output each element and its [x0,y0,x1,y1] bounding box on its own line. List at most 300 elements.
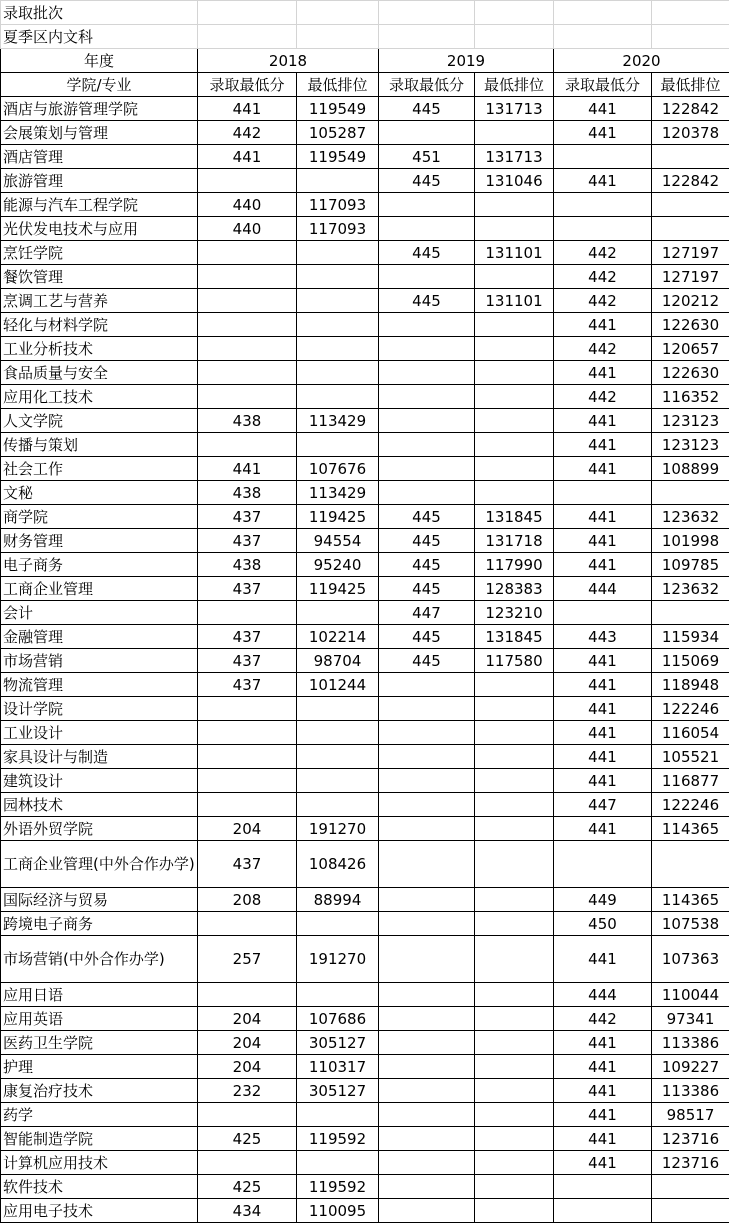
min-score-2018-cell [198,289,297,313]
min-rank-2020-cell [652,481,729,505]
min-rank-2019-cell [475,385,554,409]
min-rank-2020-cell: 109785 [652,553,729,577]
min-rank-2018-cell [297,1151,379,1175]
min-rank-2020-cell: 105521 [652,745,729,769]
min-score-2018-cell [198,601,297,625]
major-name-cell: 会计 [1,601,198,625]
min-score-2020-cell: 450 [554,912,652,936]
major-name-cell: 应用化工技术 [1,385,198,409]
min-score-2019-cell [379,721,475,745]
min-rank-2019-cell: 131718 [475,529,554,553]
major-row [1,888,729,912]
min-rank-2018-cell: 119549 [297,97,379,121]
min-rank-2018-cell [297,385,379,409]
min-rank-2019-cell [475,1127,554,1151]
college-row [1,1031,729,1055]
min-score-2020-cell: 442 [554,385,652,409]
min-score-header-2019: 录取最低分 [379,73,475,97]
min-rank-2018-cell [297,313,379,337]
min-score-2020-cell: 449 [554,888,652,912]
year-label-header: 年度 [1,49,198,73]
min-rank-2018-cell [297,745,379,769]
major-row [1,265,729,289]
min-score-2018-cell: 434 [198,1199,297,1223]
min-score-2019-cell [379,457,475,481]
min-rank-2018-cell: 88994 [297,888,379,912]
min-score-2020-cell: 441 [554,769,652,793]
min-rank-2018-cell [297,983,379,1007]
min-score-2020-cell: 441 [554,1031,652,1055]
min-rank-2019-cell: 131046 [475,169,554,193]
min-score-2020-cell: 441 [554,313,652,337]
major-name-cell: 酒店管理 [1,145,198,169]
min-rank-2018-cell [297,601,379,625]
min-score-2018-cell [198,1103,297,1127]
major-row [1,577,729,601]
min-rank-2019-cell [475,1103,554,1127]
min-score-2019-cell [379,912,475,936]
min-score-2020-cell: 443 [554,625,652,649]
min-rank-2019-cell [475,481,554,505]
min-score-2018-cell: 437 [198,625,297,649]
major-name-cell: 康复治疗技术 [1,1079,198,1103]
major-row [1,337,729,361]
min-rank-2020-cell: 115069 [652,649,729,673]
min-rank-2019-cell [475,793,554,817]
min-score-2018-cell: 438 [198,553,297,577]
min-score-2020-cell [554,841,652,888]
min-score-2020-cell: 442 [554,289,652,313]
min-rank-2019-cell [475,1199,554,1223]
min-score-2020-cell: 441 [554,673,652,697]
min-score-2019-cell [379,217,475,241]
min-score-2018-cell [198,721,297,745]
min-rank-2020-cell [652,145,729,169]
major-name-cell: 跨境电子商务 [1,912,198,936]
major-name-cell: 工商企业管理 [1,577,198,601]
year-2018-header: 2018 [198,49,379,73]
min-score-2019-cell [379,745,475,769]
min-score-2018-cell: 204 [198,1031,297,1055]
college-name-cell: 商学院 [1,505,198,529]
min-rank-2020-cell: 122246 [652,793,729,817]
major-row [1,385,729,409]
min-score-2018-cell: 440 [198,193,297,217]
min-score-2019-cell: 445 [379,505,475,529]
major-row [1,529,729,553]
min-score-2018-cell: 438 [198,481,297,505]
major-name-cell: 护理 [1,1055,198,1079]
min-score-2019-cell [379,361,475,385]
min-rank-2020-cell [652,1175,729,1199]
min-score-2018-cell [198,912,297,936]
min-score-2020-cell: 441 [554,817,652,841]
min-score-2018-cell [198,385,297,409]
min-score-2020-cell: 442 [554,337,652,361]
college-name-cell: 设计学院 [1,697,198,721]
min-rank-2018-cell: 110317 [297,1055,379,1079]
min-rank-2019-cell [475,983,554,1007]
min-rank-2018-cell: 119592 [297,1127,379,1151]
min-score-2018-cell: 437 [198,529,297,553]
major-name-cell: 文秘 [1,481,198,505]
min-score-2018-cell [198,433,297,457]
min-score-2019-cell [379,1007,475,1031]
min-rank-2020-cell [652,193,729,217]
min-rank-2018-cell: 113429 [297,409,379,433]
min-rank-2020-cell: 127197 [652,265,729,289]
min-rank-2019-cell: 117990 [475,553,554,577]
min-rank-2020-cell: 107538 [652,912,729,936]
major-name-cell: 市场营销(中外合作办学) [1,936,198,983]
college-row [1,1127,729,1151]
min-rank-2019-cell [475,193,554,217]
min-score-2020-cell: 441 [554,409,652,433]
min-rank-2018-cell [297,289,379,313]
min-score-2018-cell: 232 [198,1079,297,1103]
min-rank-2020-cell: 127197 [652,241,729,265]
min-score-2020-cell: 441 [554,1151,652,1175]
column-header-row [1,73,729,97]
major-row [1,912,729,936]
min-rank-2019-cell [475,361,554,385]
college-row [1,313,729,337]
major-name-cell: 社会工作 [1,457,198,481]
min-rank-2019-cell [475,673,554,697]
college-name-cell: 烹饪学院 [1,241,198,265]
min-score-2019-cell [379,817,475,841]
min-score-2020-cell [554,217,652,241]
min-rank-2019-cell [475,841,554,888]
major-row [1,745,729,769]
min-score-2018-cell [198,983,297,1007]
min-rank-2018-cell: 108426 [297,841,379,888]
min-rank-2020-cell: 108899 [652,457,729,481]
min-score-2020-cell: 441 [554,169,652,193]
min-rank-2018-cell: 305127 [297,1031,379,1055]
min-rank-2020-cell: 97341 [652,1007,729,1031]
min-rank-2020-cell: 114365 [652,888,729,912]
min-rank-2019-cell [475,1175,554,1199]
min-score-2018-cell [198,361,297,385]
min-score-2020-cell: 441 [554,649,652,673]
min-rank-2018-cell: 94554 [297,529,379,553]
min-score-2020-cell: 441 [554,457,652,481]
min-rank-2019-cell [475,1079,554,1103]
min-score-2020-cell: 442 [554,265,652,289]
min-score-2020-cell: 441 [554,121,652,145]
min-rank-2018-cell [297,169,379,193]
min-score-2018-cell: 257 [198,936,297,983]
min-score-2020-cell: 442 [554,1007,652,1031]
major-row [1,936,729,983]
major-name-cell: 工业设计 [1,721,198,745]
min-rank-2018-cell [297,721,379,745]
min-score-2018-cell [198,313,297,337]
min-rank-2020-cell: 116054 [652,721,729,745]
min-rank-2018-cell [297,1103,379,1127]
min-score-2018-cell [198,241,297,265]
min-score-2019-cell: 445 [379,169,475,193]
min-score-2020-cell: 441 [554,433,652,457]
min-rank-2019-cell: 131845 [475,625,554,649]
min-score-2019-cell [379,1031,475,1055]
major-name-cell: 园林技术 [1,793,198,817]
min-rank-2020-cell: 118948 [652,673,729,697]
min-rank-2019-cell [475,457,554,481]
min-score-2019-cell: 445 [379,97,475,121]
min-rank-2018-cell [297,361,379,385]
college-row [1,697,729,721]
min-score-2019-cell [379,673,475,697]
min-score-2018-cell [198,745,297,769]
major-row [1,457,729,481]
min-score-2020-cell: 441 [554,1103,652,1127]
min-score-2019-cell [379,385,475,409]
min-rank-2020-cell: 120657 [652,337,729,361]
min-score-2019-cell: 447 [379,601,475,625]
min-score-2018-cell [198,265,297,289]
min-rank-2020-cell [652,217,729,241]
min-score-2019-cell [379,769,475,793]
min-rank-2019-cell [475,313,554,337]
min-score-2018-cell: 437 [198,649,297,673]
min-rank-2019-cell [475,936,554,983]
min-rank-2020-cell: 123716 [652,1127,729,1151]
min-rank-2020-cell: 122842 [652,97,729,121]
min-score-2019-cell [379,1199,475,1223]
min-rank-2019-cell [475,1031,554,1055]
major-row [1,121,729,145]
min-score-2019-cell [379,481,475,505]
min-score-2020-cell [554,601,652,625]
min-score-2020-cell: 447 [554,793,652,817]
min-score-2019-cell [379,793,475,817]
major-row [1,841,729,888]
major-row [1,769,729,793]
min-rank-2020-cell: 123123 [652,409,729,433]
min-score-2019-cell [379,265,475,289]
min-score-2019-cell [379,1103,475,1127]
major-name-cell: 计算机应用技术 [1,1151,198,1175]
min-rank-2020-cell: 123716 [652,1151,729,1175]
min-rank-2018-cell [297,769,379,793]
min-rank-2020-cell: 114365 [652,817,729,841]
major-row [1,721,729,745]
college-name-cell: 人文学院 [1,409,198,433]
major-name-cell: 市场营销 [1,649,198,673]
min-score-2020-cell: 441 [554,697,652,721]
min-rank-header-2018: 最低排位 [297,73,379,97]
min-score-2019-cell [379,936,475,983]
min-rank-2020-cell: 115934 [652,625,729,649]
min-rank-2018-cell [297,337,379,361]
min-rank-2020-cell: 101998 [652,529,729,553]
min-rank-header-2019: 最低排位 [475,73,554,97]
min-rank-2019-cell [475,769,554,793]
min-rank-2019-cell [475,433,554,457]
min-rank-2018-cell [297,433,379,457]
major-row [1,649,729,673]
min-score-2020-cell [554,1199,652,1223]
major-name-cell: 软件技术 [1,1175,198,1199]
major-row [1,361,729,385]
min-score-2019-cell [379,337,475,361]
min-score-2019-cell [379,1079,475,1103]
min-score-2018-cell: 425 [198,1175,297,1199]
college-name-cell: 能源与汽车工程学院 [1,193,198,217]
major-row [1,1007,729,1031]
major-name-cell: 旅游管理 [1,169,198,193]
min-rank-2018-cell: 113429 [297,481,379,505]
min-rank-2020-cell: 122842 [652,169,729,193]
min-score-2019-cell [379,888,475,912]
min-rank-2019-cell: 131713 [475,97,554,121]
min-score-2019-cell: 445 [379,553,475,577]
min-rank-2020-cell: 110044 [652,983,729,1007]
min-score-2019-cell [379,409,475,433]
college-row [1,409,729,433]
college-row [1,817,729,841]
college-row [1,505,729,529]
min-rank-2019-cell: 123210 [475,601,554,625]
min-rank-2018-cell [297,265,379,289]
min-score-2018-cell: 437 [198,841,297,888]
major-name-cell: 光伏发电技术与应用 [1,217,198,241]
major-row [1,601,729,625]
min-rank-2020-cell: 123632 [652,505,729,529]
min-rank-2020-cell: 116877 [652,769,729,793]
min-score-2019-cell [379,697,475,721]
min-rank-2018-cell [297,912,379,936]
college-name-cell: 医药卫生学院 [1,1031,198,1055]
major-row [1,1079,729,1103]
min-score-2018-cell: 442 [198,121,297,145]
min-rank-header-2020: 最低排位 [652,73,729,97]
major-row [1,145,729,169]
min-score-2020-cell: 441 [554,1079,652,1103]
min-score-2019-cell [379,121,475,145]
major-row [1,481,729,505]
min-rank-2020-cell: 120378 [652,121,729,145]
min-score-2020-cell [554,193,652,217]
min-score-2020-cell: 444 [554,983,652,1007]
min-rank-2019-cell [475,697,554,721]
min-rank-2019-cell [475,721,554,745]
min-rank-2019-cell [475,888,554,912]
min-score-2019-cell: 445 [379,289,475,313]
min-rank-2020-cell: 107363 [652,936,729,983]
min-rank-2020-cell [652,841,729,888]
major-name-cell: 国际经济与贸易 [1,888,198,912]
min-rank-2019-cell: 131101 [475,289,554,313]
min-rank-2019-cell [475,265,554,289]
min-rank-2018-cell: 119425 [297,505,379,529]
major-name-cell: 烹调工艺与营养 [1,289,198,313]
min-score-2018-cell [198,769,297,793]
min-rank-2018-cell: 305127 [297,1079,379,1103]
major-name-cell: 应用日语 [1,983,198,1007]
major-row [1,553,729,577]
min-rank-2020-cell [652,1199,729,1223]
min-rank-2018-cell: 95240 [297,553,379,577]
min-rank-2020-cell: 113386 [652,1079,729,1103]
min-rank-2020-cell: 123123 [652,433,729,457]
college-row [1,97,729,121]
min-rank-2018-cell: 98704 [297,649,379,673]
major-row [1,793,729,817]
min-rank-2020-cell: 98517 [652,1103,729,1127]
min-score-2020-cell: 441 [554,1055,652,1079]
min-score-2019-cell [379,1175,475,1199]
min-score-2020-cell: 441 [554,97,652,121]
min-rank-2018-cell: 110095 [297,1199,379,1223]
min-score-2019-cell [379,983,475,1007]
title-cell-category: 夏季区内文科 [1,25,198,49]
min-score-2018-cell [198,697,297,721]
min-rank-2018-cell: 117093 [297,193,379,217]
major-row [1,289,729,313]
major-name-cell: 家具设计与制造 [1,745,198,769]
min-score-2018-cell [198,793,297,817]
min-rank-2020-cell: 123632 [652,577,729,601]
min-score-2020-cell [554,481,652,505]
min-score-2019-cell: 451 [379,145,475,169]
min-score-2018-cell: 208 [198,888,297,912]
min-rank-2018-cell: 119425 [297,577,379,601]
min-rank-2018-cell: 105287 [297,121,379,145]
min-score-2020-cell [554,1175,652,1199]
min-rank-2020-cell: 122630 [652,313,729,337]
major-name-cell: 会展策划与管理 [1,121,198,145]
min-rank-2018-cell: 102214 [297,625,379,649]
min-rank-2019-cell [475,1055,554,1079]
min-score-2018-cell: 204 [198,817,297,841]
min-rank-2018-cell [297,697,379,721]
major-name-cell: 餐饮管理 [1,265,198,289]
college-name-cell: 智能制造学院 [1,1127,198,1151]
min-score-2019-cell: 445 [379,625,475,649]
min-rank-2019-cell: 131713 [475,145,554,169]
title-cell-batch: 录取批次 [1,1,198,25]
major-row [1,433,729,457]
major-row [1,983,729,1007]
min-score-2020-cell: 441 [554,505,652,529]
major-row [1,1199,729,1223]
major-row [1,1103,729,1127]
min-score-2019-cell [379,193,475,217]
min-rank-2018-cell: 119592 [297,1175,379,1199]
min-rank-2018-cell [297,793,379,817]
major-name-cell: 工商企业管理(中外合作办学) [1,841,198,888]
min-rank-2019-cell: 131845 [475,505,554,529]
major-name-cell: 应用电子技术 [1,1199,198,1223]
min-score-2020-cell [554,145,652,169]
college-name-cell: 轻化与材料学院 [1,313,198,337]
major-row [1,1055,729,1079]
major-row [1,1175,729,1199]
year-2019-header: 2019 [379,49,554,73]
min-rank-2018-cell: 107686 [297,1007,379,1031]
min-score-2019-cell: 445 [379,577,475,601]
min-rank-2018-cell: 119549 [297,145,379,169]
min-rank-2018-cell: 101244 [297,673,379,697]
min-rank-2019-cell: 131101 [475,241,554,265]
min-rank-2019-cell [475,121,554,145]
min-score-2018-cell [198,169,297,193]
min-score-2020-cell: 441 [554,553,652,577]
min-score-2019-cell: 445 [379,529,475,553]
